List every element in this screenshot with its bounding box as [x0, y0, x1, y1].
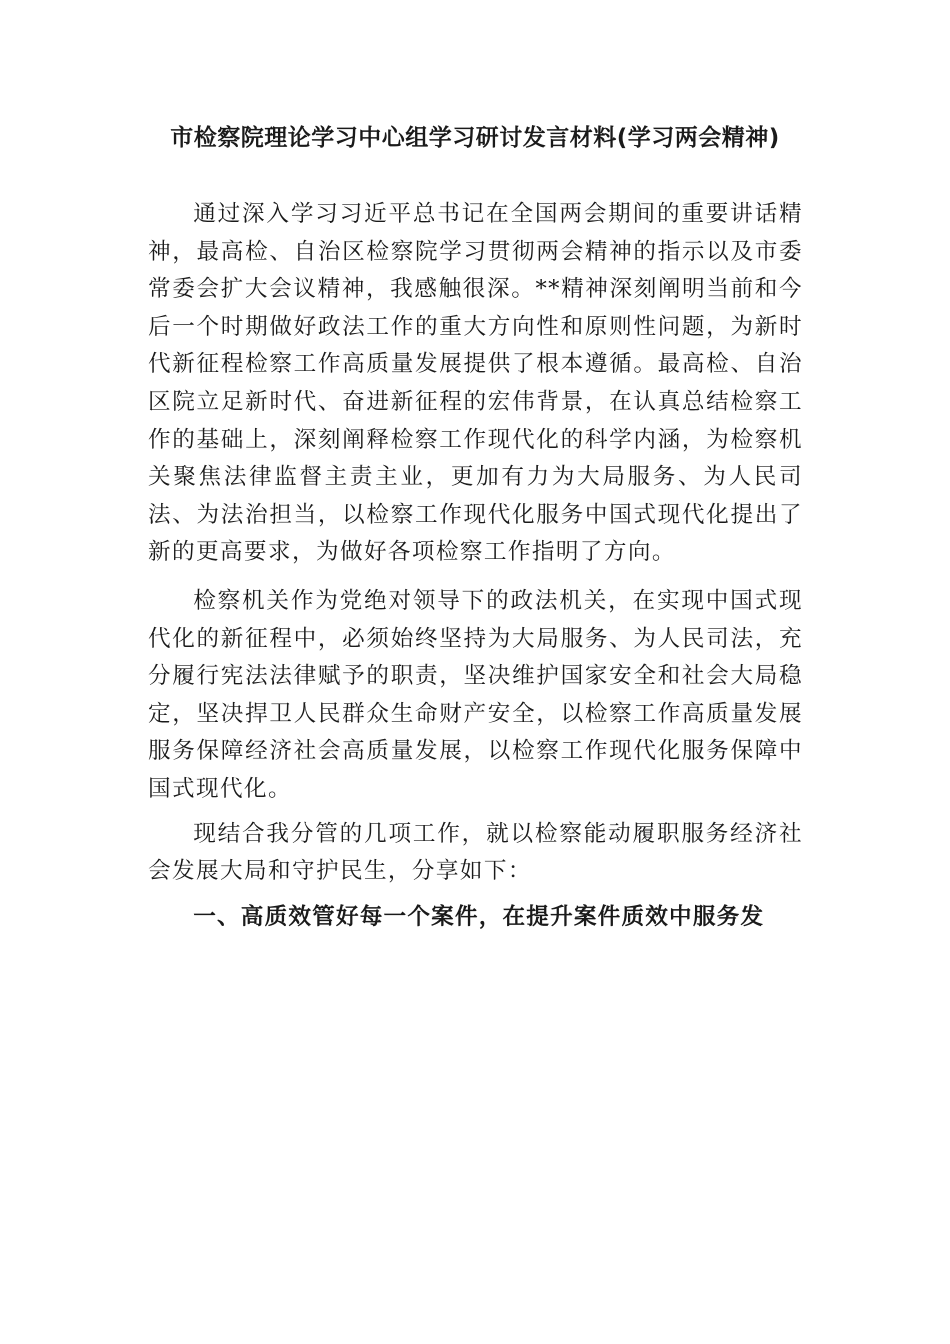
section-heading-1: 一、高质效管好每一个案件，在提升案件质效中服务发: [193, 903, 765, 930]
document-body: [148, 196, 803, 936]
document-title: 市检察院理论学习中心组学习研讨发言材料(学习两会精神): [170, 125, 780, 151]
paragraph-1: 通过深入学习习近平总书记在全国两会期间的重要讲话精神，最高检、自治区检察院学习贯彻两会精神的指示以及市委常委会扩大会议精神，我感触很深。**精神深刻阐明当前和今后一个时期做好政法工作的重大方向性和原则性问题，为新时代新征程检察工作高质量发展提供了根本遵循。最高检、自治区院立足新时代、奋进新征程的宏伟背景，在认真总结检察工作的基础上，深刻阐释检察工作现代化的科学内涵，为检察机关聚焦法律监督主责主业，更加有力为大局服务、为人民司法、为法治担当，以检察工作现代化服务中国式现代化提出了新的更高要求，为做好各项检察工作指明了方向。: [148, 201, 803, 566]
paragraph-3: 现结合我分管的几项工作，就以检察能动履职服务经济社会发展大局和守护民生，分享如下：: [148, 820, 803, 885]
paragraph-2: 检察机关作为党绝对领导下的政法机关，在实现中国式现代化的新征程中，必须始终坚持为大局服务、为人民司法，充分履行宪法法律赋予的职责，坚决维护国家安全和社会大局稳定，坚决捍卫人民群众生命财产安全，以检察工作高质量发展服务保障经济社会高质量发展，以检察工作现代化服务保障中国式现代化。: [148, 587, 803, 802]
